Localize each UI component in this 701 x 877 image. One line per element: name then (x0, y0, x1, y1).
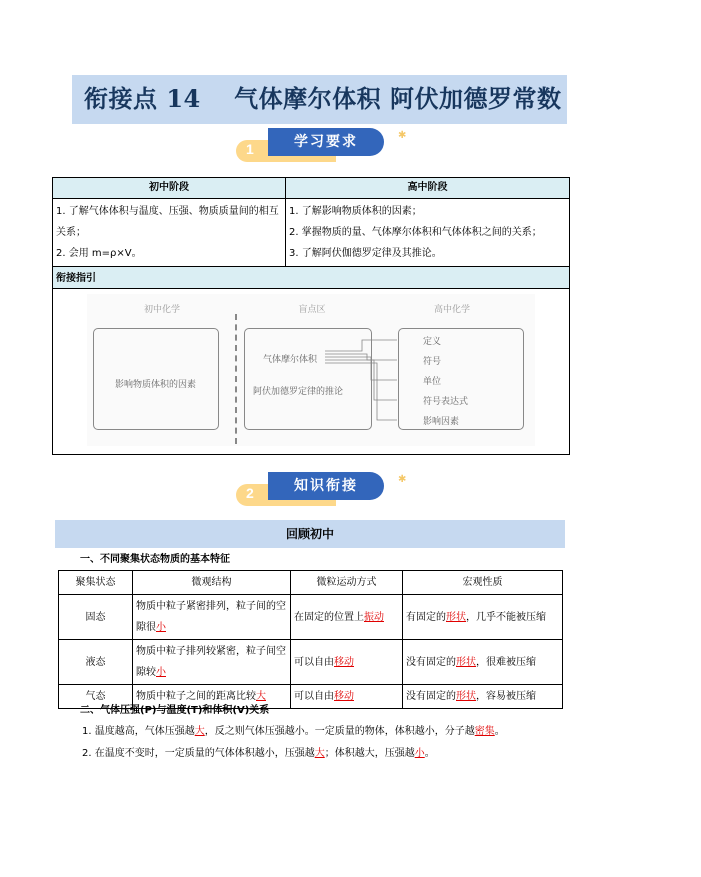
review-banner: 回顾初中 (55, 520, 565, 548)
junior-requirements (53, 199, 286, 267)
col-title-blind: 盲点区 (298, 305, 326, 315)
senior-item: 单位 (423, 377, 442, 387)
macro-cell: 没有固定的形状，容易被压缩 (403, 685, 563, 709)
col-header: 微观结构 (133, 571, 291, 595)
col-title-senior: 高中化学 (433, 305, 470, 315)
states-table (58, 570, 563, 709)
col-title-junior: 初中化学 (143, 305, 180, 315)
structure-cell: 物质中粒子紧密排列，粒子间的空隙很小 (133, 595, 291, 640)
senior-item: 1. 了解影响物质体积的因素； (289, 206, 422, 217)
diagram-cell (53, 289, 570, 455)
motion-cell: 在固定的位置上振动 (291, 595, 403, 640)
badge-label: 知识衔接 (268, 472, 384, 500)
star-icon: ✱ (398, 130, 407, 141)
senior-box (398, 328, 524, 430)
senior-item: 影响因素 (423, 417, 460, 427)
blind-item: 气体摩尔体积 (263, 355, 318, 365)
blind-item: 阿伏加德罗定律的推论 (253, 387, 344, 397)
junior-item: 2. 会用 m=ρ×V。 (56, 248, 142, 259)
heading-states-of-matter: 一、不同聚集状态物质的基本特征 (80, 554, 230, 565)
section-badge-learning-requirements (236, 128, 416, 168)
badge-number: 1 (246, 141, 254, 157)
structure-cell: 物质中粒子排列较紧密，粒子间空隙较小 (133, 640, 291, 685)
page-title: 衔接点 14 气体摩尔体积 阿伏加德罗常数 (84, 84, 562, 113)
senior-requirements (286, 199, 570, 267)
badge-number: 2 (246, 485, 254, 501)
star-icon: ✱ (398, 474, 407, 485)
structure-cell: 物质中粒子之间的距离比较大 (133, 685, 291, 709)
paragraph-1: 1. 温度越高，气体压强越大，反之则气体压强越小。一定质量的物体，体积越小，分子越密集。 (82, 726, 505, 737)
junior-box-text: 影响物质体积的因素 (115, 380, 197, 390)
heading-gas-relations: 二、气体压强(P)与温度(T)和体积(V)关系 (80, 705, 270, 716)
badge-label: 学习要求 (268, 128, 384, 156)
macro-cell: 没有固定的形状，很难被压缩 (403, 640, 563, 685)
col-header: 宏观性质 (403, 571, 563, 595)
guide-header: 衔接指引 (53, 267, 570, 289)
paragraph-2: 2. 在温度不变时，一定质量的气体体积越小，压强越大；体积越大，压强越小。 (82, 748, 435, 759)
section-badge-knowledge-bridge (236, 472, 416, 512)
junior-item: 1. 了解气体体积与温度、压强、物质质量间的相互关系； (56, 206, 279, 238)
title-banner (72, 75, 567, 124)
table-row (59, 595, 563, 640)
senior-item: 2. 掌握物质的量、气体摩尔体积和气体体积之间的关系； (289, 227, 542, 238)
senior-item: 符号表达式 (423, 397, 469, 407)
col-header: 微粒运动方式 (291, 571, 403, 595)
senior-item: 定义 (423, 337, 442, 347)
motion-cell: 可以自由移动 (291, 640, 403, 685)
macro-cell: 有固定的形状，几乎不能被压缩 (403, 595, 563, 640)
senior-header: 高中阶段 (286, 178, 570, 199)
state-cell: 固态 (59, 595, 133, 640)
bridging-diagram (87, 294, 535, 446)
state-cell: 气态 (59, 685, 133, 709)
col-header: 聚集状态 (59, 571, 133, 595)
state-cell: 液态 (59, 640, 133, 685)
senior-item: 符号 (423, 357, 442, 367)
motion-cell: 可以自由移动 (291, 685, 403, 709)
requirements-table (52, 177, 570, 455)
junior-header: 初中阶段 (53, 178, 286, 199)
table-row (59, 640, 563, 685)
senior-item: 3. 了解阿伏伽德罗定律及其推论。 (289, 248, 442, 259)
